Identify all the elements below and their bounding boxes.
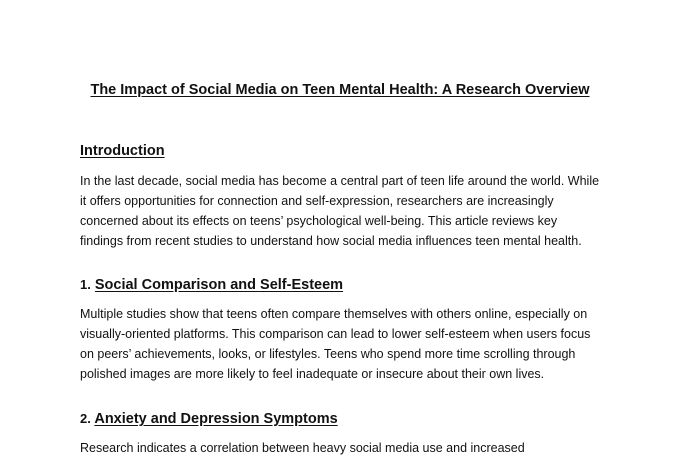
paragraph-social-comparison: Multiple studies show that teens often compare themselves with others online, especially on visually-oriented platforms. This comparison can lead to lower self-esteem when users focus on peers’ achievements, looks, or lifestyles. Teens who spend more time scrolling through polished images are more likely to feel inadequate or insecure about their own lives. xyxy=(80,307,591,381)
section-heading-text: Social Comparison and Self-Esteem xyxy=(94,277,344,293)
section-number: 2. xyxy=(80,411,91,426)
section-number: 1. xyxy=(80,277,91,292)
document-title: The Impact of Social Media on Teen Mental Health: A Research Overview xyxy=(90,82,590,98)
section-heading-social-comparison xyxy=(80,275,343,295)
section-heading-anxiety-depression xyxy=(80,409,338,429)
section-heading-text: Anxiety and Depression Symptoms xyxy=(94,411,338,427)
paragraph-anxiety-depression: Research indicates a correlation between heavy social media use and increased xyxy=(80,441,525,455)
section-heading-introduction xyxy=(80,141,165,161)
paragraph-introduction: In the last decade, social media has become a central part of teen life around the world. While it offers opportunities for connection and self-expression, researchers are increasingly concerned about its effects on teens’ psychological well-being. This article reviews key findings from recent studies to understand how social media influences teen mental health. xyxy=(80,174,600,248)
section-heading-text: Introduction xyxy=(80,143,165,159)
